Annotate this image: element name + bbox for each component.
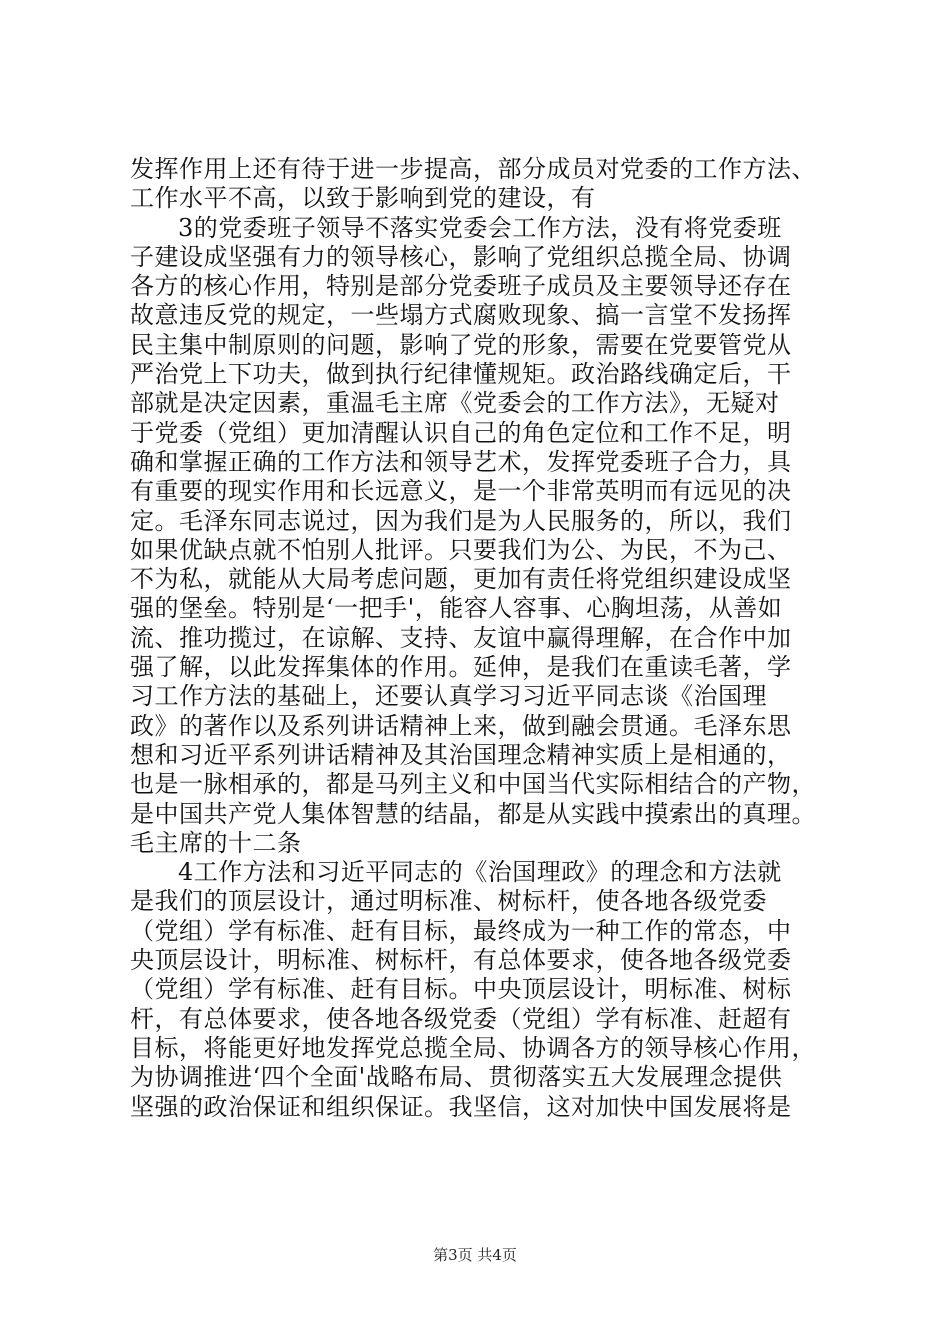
- text-line: 杆，有总体要求，使各地各级党委（党组）学有标准、赶超有: [130, 1004, 792, 1033]
- text-line: 如果优缺点就不怕别人批评。只要我们为公、为民，不为己、: [130, 535, 792, 564]
- text-line: 民主集中制原则的问题，影响了党的形象，需要在党要管党从: [130, 330, 792, 359]
- text-line: 强了解，以此发挥集体的作用。延伸，是我们在重读毛著，学: [130, 653, 792, 682]
- body-text: [130, 155, 830, 1122]
- text-line: 故意违反党的规定，一些塌方式腐败现象、搞一言堂不发扬挥: [130, 301, 792, 330]
- text-line: 有重要的现实作用和长远意义，是一个非常英明而有远见的决: [130, 477, 792, 506]
- text-line: 工作水平不高，以致于影响到党的建设，有: [130, 184, 596, 213]
- text-line: 确和掌握正确的工作方法和领导艺术，发挥党委班子合力，具: [130, 447, 792, 476]
- text-line: 于党委（党组）更加清醒认识自己的角色定位和工作不足，明: [130, 418, 792, 447]
- text-line: （党组）学有标准、赶有目标。中央顶层设计，明标准、树标: [130, 975, 792, 1004]
- text-line: 央顶层设计，明标准、树标杆，有总体要求，使各地各级党委: [130, 946, 792, 975]
- text-line: （党组）学有标准、赶有目标，最终成为一种工作的常态，中: [130, 916, 792, 945]
- text-line: 习工作方法的基础上，还要认真学习习近平同志谈《治国理: [130, 682, 767, 711]
- text-line: 目标，将能更好地发挥党总揽全局、协调各方的领导核心作用，: [130, 1033, 816, 1062]
- text-line: 定。毛泽东同志说过，因为我们是为人民服务的，所以，我们: [130, 506, 792, 535]
- text-line: 严治党上下功夫，做到执行纪律懂规矩。政治路线确定后，干: [130, 360, 792, 389]
- text-line: 也是一脉相承的，都是马列主义和中国当代实际相结合的产物，: [130, 770, 816, 799]
- text-line: 流、推功揽过，在谅解、支持、友谊中赢得理解，在合作中加: [130, 623, 792, 652]
- text-line: 各方的核心作用，特别是部分党委班子成员及主要领导还存在: [130, 272, 792, 301]
- text-line: 不为私，就能从大局考虑问题，更加有责任将党组织建设成坚: [130, 565, 792, 594]
- text-line: 子建设成坚强有力的领导核心，影响了党组织总揽全局、协调: [130, 242, 792, 271]
- paragraph-start-line: 3的党委班子领导不落实党委会工作方法，没有将党委班: [178, 213, 782, 242]
- page-number-footer: 第3页 共4页: [433, 1246, 517, 1264]
- text-line: 是我们的顶层设计，通过明标准、树标杆，使各地各级党委: [130, 887, 767, 916]
- text-line: 发挥作用上还有待于进一步提高，部分成员对党委的工作方法、: [130, 155, 816, 183]
- text-line: 政》的著作以及系列讲话精神上来，做到融会贯通。毛泽东思: [130, 711, 792, 740]
- text-line: 部就是决定因素，重温毛主席《党委会的工作方法》，无疑对: [130, 389, 780, 418]
- text-line: 为协调推进‘四个全面'战略布局、贯彻落实五大发展理念提供: [130, 1063, 783, 1092]
- text-line: 想和习近平系列讲话精神及其治国理念精神实质上是相通的，: [130, 740, 792, 769]
- text-line: 是中国共产党人集体智慧的结晶，都是从实践中摸索出的真理。: [130, 799, 816, 828]
- text-line: 坚强的政治保证和组织保证。我坚信，这对加快中国发展将是: [130, 1092, 792, 1121]
- text-line: 强的堡垒。特别是‘一把手'，能容人容事、心胸坦荡，从善如: [130, 594, 783, 623]
- text-line: 毛主席的十二条: [130, 828, 302, 857]
- paragraph-start-line: 4工作方法和习近平同志的《治国理政》的理念和方法就: [178, 858, 782, 887]
